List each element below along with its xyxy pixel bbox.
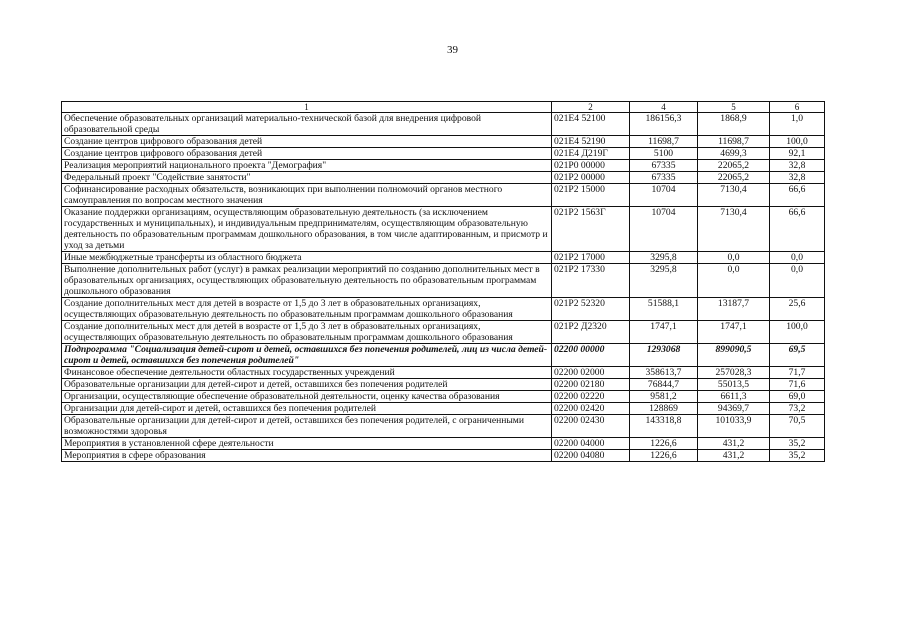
- row-name-cell: Организации, осуществляющие обеспечение образовательной деятельности, оценку качества образования: [62, 391, 552, 403]
- row-plan-cell: 358613,7: [630, 367, 698, 379]
- row-plan-cell: 3295,8: [630, 252, 698, 264]
- row-code-cell: 02200 02430: [552, 415, 630, 438]
- row-code-cell: 021Р2 52320: [552, 298, 630, 321]
- row-name-cell: Оказание поддержки организациям, осуществляющим образовательную деятельность (за исключением государственных и муниципальных), и индивидуальным предпринимателям, осуществляющим образовательную деятельность по образовательным программам дошкольного образования, в том числе адаптированным, и присмотр и уход за детьми: [62, 207, 552, 252]
- row-name-cell: Образовательные организации для детей-сирот и детей, оставшихся без попечения родителей: [62, 379, 552, 391]
- row-actual-cell: 7130,4: [698, 207, 770, 252]
- row-name-cell: Иные межбюджетные трансферты из областного бюджета: [62, 252, 552, 264]
- header-cell-plan: 4: [630, 102, 698, 113]
- table-row: [62, 207, 825, 252]
- row-code-cell: 021Р2 1563Г: [552, 207, 630, 252]
- row-plan-cell: 67335: [630, 160, 698, 172]
- row-percent-cell: 66,6: [770, 207, 825, 252]
- table-row: [62, 415, 825, 438]
- row-code-cell: 02200 02180: [552, 379, 630, 391]
- row-percent-cell: 69,0: [770, 391, 825, 403]
- row-name-cell: Создание центров цифрового образования детей: [62, 148, 552, 160]
- row-plan-cell: 5100: [630, 148, 698, 160]
- row-code-cell: 021Р2 15000: [552, 184, 630, 207]
- row-actual-cell: 101033,9: [698, 415, 770, 438]
- row-name-cell: Организации для детей-сирот и детей, оставшихся без попечения родителей: [62, 403, 552, 415]
- table-row: [62, 379, 825, 391]
- table-row: [62, 298, 825, 321]
- table-row: [62, 148, 825, 160]
- row-percent-cell: 0,0: [770, 252, 825, 264]
- row-actual-cell: 899090,5: [698, 344, 770, 367]
- row-actual-cell: 13187,7: [698, 298, 770, 321]
- row-name-cell: Создание центров цифрового образования детей: [62, 136, 552, 148]
- table-row: [62, 321, 825, 344]
- row-plan-cell: 10704: [630, 207, 698, 252]
- row-actual-cell: 257028,3: [698, 367, 770, 379]
- row-plan-cell: 9581,2: [630, 391, 698, 403]
- row-code-cell: 021E4 Д219Г: [552, 148, 630, 160]
- row-code-cell: 021Р2 17330: [552, 264, 630, 298]
- row-percent-cell: 92,1: [770, 148, 825, 160]
- table-row: [62, 450, 825, 462]
- row-code-cell: 02200 02000: [552, 367, 630, 379]
- header-cell-percent: 6: [770, 102, 825, 113]
- row-percent-cell: 0,0: [770, 264, 825, 298]
- table-row: [62, 367, 825, 379]
- row-plan-cell: 10704: [630, 184, 698, 207]
- table-row: [62, 113, 825, 136]
- row-actual-cell: 1747,1: [698, 321, 770, 344]
- row-code-cell: 02200 00000: [552, 344, 630, 367]
- row-actual-cell: 1868,9: [698, 113, 770, 136]
- row-actual-cell: 7130,4: [698, 184, 770, 207]
- row-actual-cell: 6611,3: [698, 391, 770, 403]
- row-name-cell: Обеспечение образовательных организаций материально-технической базой для внедрения цифровой образовательной среды: [62, 113, 552, 136]
- row-plan-cell: 1293068: [630, 344, 698, 367]
- row-plan-cell: 128869: [630, 403, 698, 415]
- row-actual-cell: 431,2: [698, 438, 770, 450]
- subprogram-row: [62, 344, 825, 367]
- row-percent-cell: 69,5: [770, 344, 825, 367]
- header-cell-actual: 5: [698, 102, 770, 113]
- row-name-cell: Создание дополнительных мест для детей в возрасте от 1,5 до 3 лет в образовательных организациях, осуществляющих образовательную деятельность по образовательным программам дошкольного образования: [62, 298, 552, 321]
- row-name-cell: Подпрограмма "Социализация детей-сирот и детей, оставшихся без попечения родителей, лиц из числа детей-сирот и детей, оставшихся без попечения родителей": [62, 344, 552, 367]
- row-percent-cell: 71,7: [770, 367, 825, 379]
- row-plan-cell: 51588,1: [630, 298, 698, 321]
- row-percent-cell: 32,8: [770, 172, 825, 184]
- row-name-cell: Реализация мероприятий национального проекта "Демография": [62, 160, 552, 172]
- row-code-cell: 021Р2 00000: [552, 172, 630, 184]
- table-row: [62, 264, 825, 298]
- row-percent-cell: 32,8: [770, 160, 825, 172]
- table-row: [62, 160, 825, 172]
- row-actual-cell: 55013,5: [698, 379, 770, 391]
- row-name-cell: Федеральный проект "Содействие занятости": [62, 172, 552, 184]
- row-actual-cell: 22065,2: [698, 160, 770, 172]
- budget-table: [61, 101, 825, 462]
- row-percent-cell: 70,5: [770, 415, 825, 438]
- table-row: [62, 172, 825, 184]
- row-plan-cell: 3295,8: [630, 264, 698, 298]
- table-row: [62, 252, 825, 264]
- row-actual-cell: 0,0: [698, 252, 770, 264]
- row-code-cell: 02200 04080: [552, 450, 630, 462]
- row-code-cell: 02200 02220: [552, 391, 630, 403]
- row-code-cell: 02200 02420: [552, 403, 630, 415]
- row-plan-cell: 143318,8: [630, 415, 698, 438]
- row-plan-cell: 1226,6: [630, 438, 698, 450]
- row-actual-cell: 4699,3: [698, 148, 770, 160]
- row-actual-cell: 0,0: [698, 264, 770, 298]
- table-row: [62, 403, 825, 415]
- row-actual-cell: 22065,2: [698, 172, 770, 184]
- row-name-cell: Финансовое обеспечение деятельности областных государственных учреждений: [62, 367, 552, 379]
- row-plan-cell: 186156,3: [630, 113, 698, 136]
- row-code-cell: 021Р2 17000: [552, 252, 630, 264]
- row-code-cell: 021Р0 00000: [552, 160, 630, 172]
- row-percent-cell: 71,6: [770, 379, 825, 391]
- table-row: [62, 391, 825, 403]
- page-number: 39: [447, 44, 458, 56]
- row-percent-cell: 35,2: [770, 438, 825, 450]
- table-header-row: [62, 102, 825, 113]
- table-row: [62, 438, 825, 450]
- row-plan-cell: 67335: [630, 172, 698, 184]
- header-cell-code: 2: [552, 102, 630, 113]
- row-code-cell: 021E4 52100: [552, 113, 630, 136]
- row-percent-cell: 100,0: [770, 321, 825, 344]
- row-percent-cell: 1,0: [770, 113, 825, 136]
- row-percent-cell: 100,0: [770, 136, 825, 148]
- row-name-cell: Мероприятия в сфере образования: [62, 450, 552, 462]
- row-plan-cell: 1747,1: [630, 321, 698, 344]
- row-name-cell: Создание дополнительных мест для детей в возрасте от 1,5 до 3 лет в образовательных организациях, осуществляющих образовательную деятельность по образовательным программам дошкольного образования: [62, 321, 552, 344]
- row-percent-cell: 25,6: [770, 298, 825, 321]
- header-cell-name: 1: [62, 102, 552, 113]
- row-actual-cell: 431,2: [698, 450, 770, 462]
- table-row: [62, 184, 825, 207]
- row-actual-cell: 11698,7: [698, 136, 770, 148]
- row-name-cell: Софинансирование расходных обязательств, возникающих при выполнении полномочий органов местного самоуправления по вопросам местного значения: [62, 184, 552, 207]
- row-plan-cell: 76844,7: [630, 379, 698, 391]
- table-row: [62, 136, 825, 148]
- row-name-cell: Образовательные организации для детей-сирот и детей, оставшихся без попечения родителей, с ограниченными возможностями здоровья: [62, 415, 552, 438]
- row-name-cell: Выполнение дополнительных работ (услуг) в рамках реализации мероприятий по созданию дополнительных мест в образовательных организациях, осуществляющих образовательную деятельность по образовательным программам дошкольного образования: [62, 264, 552, 298]
- row-code-cell: 02200 04000: [552, 438, 630, 450]
- row-percent-cell: 35,2: [770, 450, 825, 462]
- row-code-cell: 021E4 52190: [552, 136, 630, 148]
- row-percent-cell: 66,6: [770, 184, 825, 207]
- row-code-cell: 021Р2 Д2320: [552, 321, 630, 344]
- row-actual-cell: 94369,7: [698, 403, 770, 415]
- row-name-cell: Мероприятия в установленной сфере деятельности: [62, 438, 552, 450]
- row-plan-cell: 1226,6: [630, 450, 698, 462]
- row-plan-cell: 11698,7: [630, 136, 698, 148]
- row-percent-cell: 73,2: [770, 403, 825, 415]
